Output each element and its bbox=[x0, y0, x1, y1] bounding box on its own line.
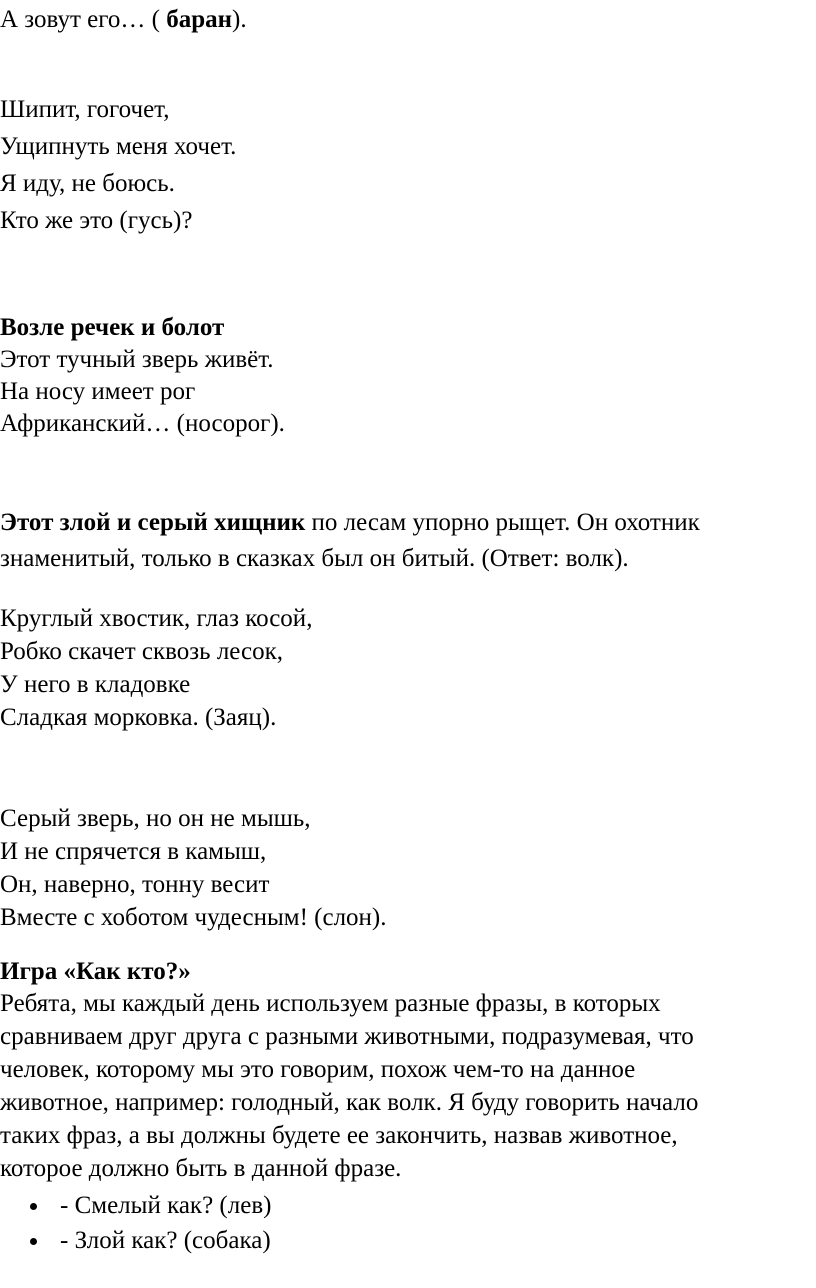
riddle-goose-line: Я иду, не боюсь. bbox=[0, 170, 175, 197]
riddle-hare-line: Сладкая морковка. (Заяц). bbox=[0, 704, 277, 731]
riddle-wolf-line1 bbox=[0, 507, 700, 539]
riddle-hare-line: Робко скачет сквозь лесок, bbox=[0, 638, 284, 665]
game-text-line: которое должно быть в данной фразе. bbox=[0, 1155, 402, 1182]
list-item-text: - Злой как? (собака) bbox=[60, 1227, 271, 1254]
riddle-goose-line: Ущипнуть меня хочет. bbox=[0, 133, 237, 160]
riddle-wolf-bold: Этот злой и серый хищник bbox=[0, 509, 306, 536]
game-text-line: Ребята, мы каждый день используем разные фразы, в которых bbox=[0, 990, 661, 1017]
riddle-ram-answer: баран bbox=[166, 6, 233, 33]
riddle-ram-line bbox=[0, 4, 247, 36]
riddle-rhino-line: Африканский… (носорог). bbox=[0, 410, 285, 437]
riddle-rhino-line: На носу имеет рог bbox=[0, 378, 196, 405]
game-text-line: животное, например: голодный, как волк. Я буду говорить начало bbox=[0, 1089, 699, 1116]
riddle-rhino-line: Этот тучный зверь живёт. bbox=[0, 346, 274, 373]
riddle-wolf-line2: знаменитый, только в сказках был он битый. (Ответ: волк). bbox=[0, 545, 629, 572]
riddle-elephant-line: Вместе с хоботом чудесным! (слон). bbox=[0, 904, 387, 931]
bullet-icon bbox=[30, 1238, 37, 1245]
list-item-text: - Смелый как? (лев) bbox=[60, 1192, 272, 1219]
riddle-hare-line: У него в кладовке bbox=[0, 671, 191, 698]
game-text-line: таких фраз, а вы должны будете ее закончить, назвав животное, bbox=[0, 1122, 678, 1149]
riddle-rhino-heading: Возле речек и болот bbox=[0, 314, 225, 341]
game-text-line: человек, которому мы это говорим, похож чем-то на данное bbox=[0, 1056, 636, 1083]
riddle-ram-suffix: ). bbox=[232, 6, 247, 33]
riddle-hare-line: Круглый хвостик, глаз косой, bbox=[0, 605, 313, 632]
riddle-elephant-line: Серый зверь, но он не мышь, bbox=[0, 805, 311, 832]
game-title: Игра «Как кто?» bbox=[0, 958, 191, 985]
riddle-elephant-line: Он, наверно, тонну весит bbox=[0, 871, 270, 898]
riddle-elephant-line: И не спрячется в камыш, bbox=[0, 838, 267, 865]
riddle-goose-line: Шипит, гогочет, bbox=[0, 96, 170, 123]
riddle-wolf-rest: по лесам упорно рыщет. Он охотник bbox=[305, 509, 700, 536]
bullet-icon bbox=[30, 1203, 37, 1210]
riddle-goose-line: Кто же это (гусь)? bbox=[0, 207, 193, 234]
game-text-line: сравниваем друг друга с разными животными, подразумевая, что bbox=[0, 1023, 694, 1050]
riddle-ram-prefix: А зовут его… ( bbox=[0, 6, 167, 33]
